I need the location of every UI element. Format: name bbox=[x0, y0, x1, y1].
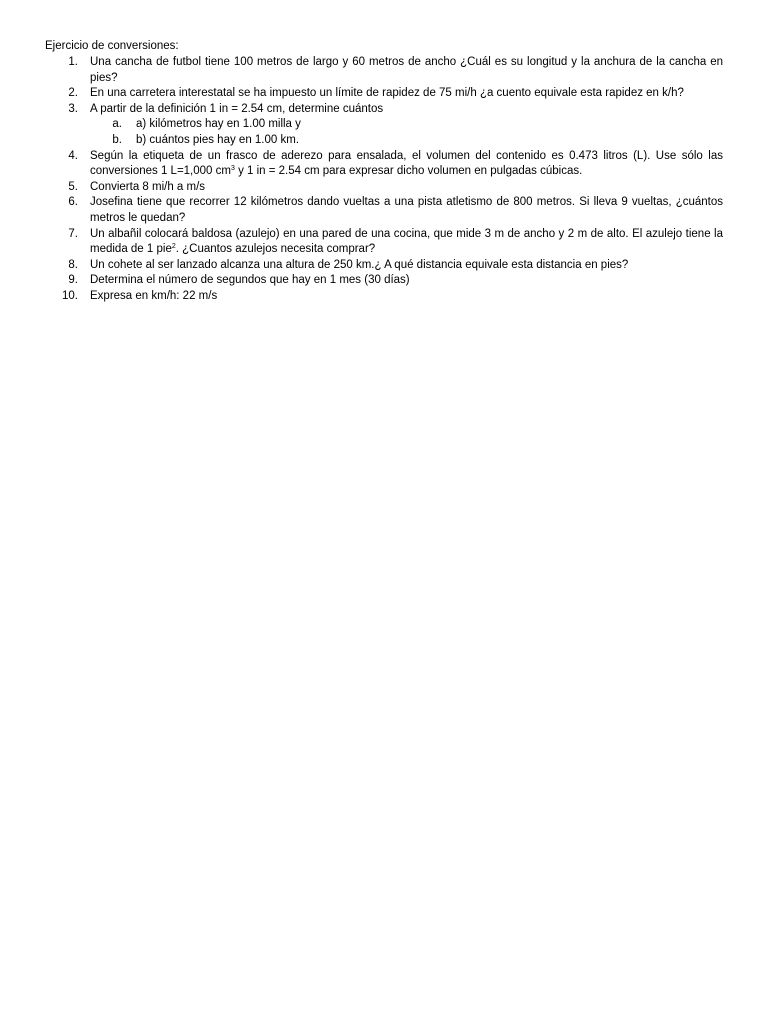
item-text: A partir de la definición 1 in = 2.54 cm, determine cuántos bbox=[90, 102, 384, 115]
item-number: 10. bbox=[62, 289, 78, 302]
exercise-list bbox=[45, 55, 723, 305]
exercise-item-7 bbox=[45, 227, 723, 258]
subitem-text: a) kilómetros hay en 1.00 milla y bbox=[136, 118, 301, 131]
item-text: Una cancha de futbol tiene 100 metros de largo y 60 metros de ancho ¿Cuál es su longitud y la anchura de la cancha en pies? bbox=[90, 56, 723, 84]
exercise-subitem-b bbox=[45, 133, 723, 149]
item-text-continued: . ¿Cuantos azulejos necesita comprar? bbox=[175, 243, 376, 256]
subitem-text: b) cuántos pies hay en 1.00 km. bbox=[136, 133, 300, 146]
item-number: 6. bbox=[68, 196, 78, 209]
item-number: 9. bbox=[68, 274, 78, 287]
exercise-item-4 bbox=[45, 149, 723, 180]
item-text: Expresa en km/h: 22 m/s bbox=[90, 289, 218, 302]
exercise-subitem-a bbox=[45, 117, 723, 133]
superscript-squared: 2 bbox=[171, 243, 176, 251]
exercise-item-2 bbox=[45, 86, 723, 102]
item-text: Convierta 8 mi/h a m/s bbox=[90, 180, 206, 193]
item-text: Según la etiqueta de un frasco de aderezo para ensalada, el volumen del contenido es 0.473 litros (L). Use sólo las conversiones 1 L=1,000 cm bbox=[90, 149, 723, 178]
exercise-item-5 bbox=[45, 180, 723, 196]
exercise-item-9 bbox=[45, 273, 723, 289]
exercise-item-10 bbox=[45, 289, 723, 305]
item-number: 2. bbox=[68, 87, 78, 100]
subitem-letter: a. bbox=[112, 118, 122, 131]
item-text-continued: y 1 in = 2.54 cm para expresar dicho volumen en pulgadas cúbicas. bbox=[234, 165, 583, 178]
item-number: 1. bbox=[68, 56, 78, 68]
exercise-item-1 bbox=[45, 55, 723, 86]
item-text: Josefina tiene que recorrer 12 kilómetros dando vueltas a una pista atletismo de 800 metros. Si lleva 9 vueltas, ¿cuántos metros le quedan? bbox=[90, 196, 723, 224]
item-text: Un cohete al ser lanzado alcanza una altura de 250 km.¿ A qué distancia equivale esta distancia en pies? bbox=[90, 258, 629, 271]
exercise-item-8 bbox=[45, 258, 723, 274]
superscript-cubed: 3 bbox=[230, 165, 235, 173]
item-text: Determina el número de segundos que hay en 1 mes (30 días) bbox=[90, 274, 410, 287]
item-number: 3. bbox=[68, 102, 78, 115]
item-number: 4. bbox=[68, 149, 78, 162]
exercise-title: Ejercicio de conversiones: bbox=[45, 40, 179, 52]
item-text: Un albañil colocará baldosa (azulejo) en una pared de una cocina, que mide 3 m de ancho y 2 m de alto. El azulejo tiene la medida de 1 pie bbox=[90, 227, 723, 256]
exercise-item-3 bbox=[45, 102, 723, 118]
item-number: 8. bbox=[68, 258, 78, 271]
item-number: 7. bbox=[68, 227, 78, 240]
item-number: 5. bbox=[68, 180, 78, 193]
subitem-letter: b. bbox=[112, 133, 122, 146]
item-text: En una carretera interestatal se ha impuesto un límite de rapidez de 75 mi/h ¿a cuento equivale esta rapidez en k/h? bbox=[90, 87, 684, 100]
exercise-item-6 bbox=[45, 195, 723, 226]
